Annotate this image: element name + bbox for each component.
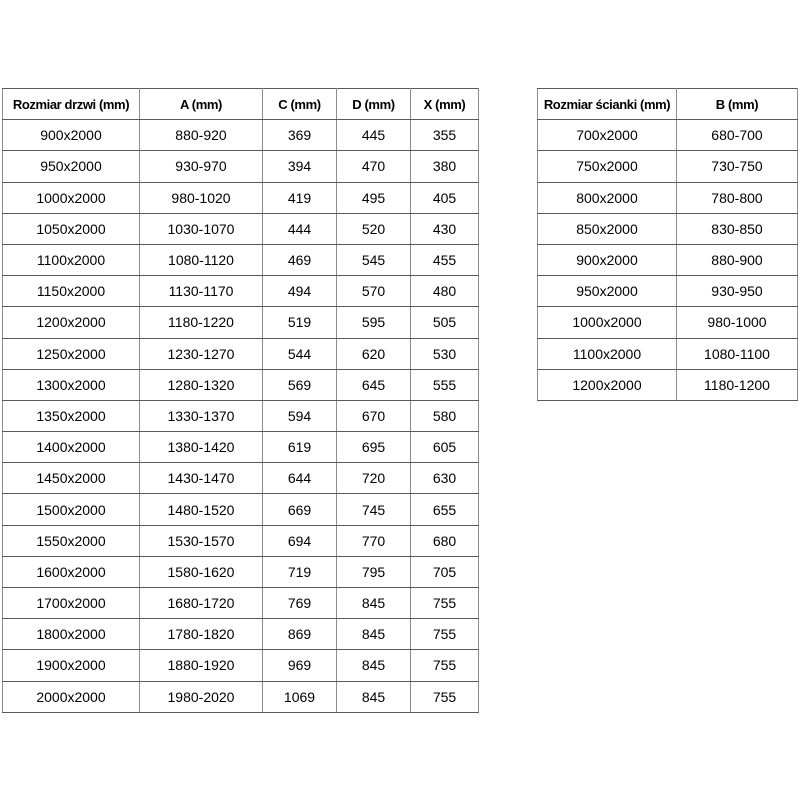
column-header: A (mm) — [140, 89, 263, 120]
table-cell: 750x2000 — [538, 151, 677, 182]
door-table-body — [3, 120, 479, 713]
table-cell: 369 — [263, 120, 337, 151]
table-cell: 950x2000 — [3, 151, 140, 182]
table-cell: 505 — [411, 307, 479, 338]
table-row — [3, 244, 479, 275]
table-cell: 1330-1370 — [140, 400, 263, 431]
table-cell: 544 — [263, 338, 337, 369]
table-row — [538, 307, 798, 338]
table-cell: 755 — [411, 650, 479, 681]
table-cell: 745 — [337, 494, 411, 525]
table-cell: 1069 — [263, 681, 337, 712]
table-cell: 670 — [337, 400, 411, 431]
table-cell: 680 — [411, 525, 479, 556]
table-cell: 1000x2000 — [3, 182, 140, 213]
table-cell: 719 — [263, 556, 337, 587]
table-cell: 355 — [411, 120, 479, 151]
table-row — [3, 276, 479, 307]
table-cell: 1200x2000 — [538, 369, 677, 400]
table-row — [538, 151, 798, 182]
table-cell: 580 — [411, 400, 479, 431]
table-cell: 880-900 — [677, 244, 798, 275]
table-cell: 880-920 — [140, 120, 263, 151]
table-cell: 545 — [337, 244, 411, 275]
table-cell: 445 — [337, 120, 411, 151]
table-row — [3, 494, 479, 525]
table-cell: 430 — [411, 213, 479, 244]
table-row — [3, 432, 479, 463]
table-row — [3, 120, 479, 151]
table-cell: 694 — [263, 525, 337, 556]
table-cell: 869 — [263, 619, 337, 650]
table-row — [3, 556, 479, 587]
table-cell: 1500x2000 — [3, 494, 140, 525]
table-cell: 1000x2000 — [538, 307, 677, 338]
table-cell: 1180-1200 — [677, 369, 798, 400]
table-row — [3, 650, 479, 681]
table-cell: 1300x2000 — [3, 369, 140, 400]
table-cell: 1600x2000 — [3, 556, 140, 587]
table-row — [3, 463, 479, 494]
table-row — [3, 338, 479, 369]
column-header: D (mm) — [337, 89, 411, 120]
table-cell: 900x2000 — [3, 120, 140, 151]
table-row — [538, 276, 798, 307]
table-cell: 1150x2000 — [3, 276, 140, 307]
table-row — [3, 213, 479, 244]
table-cell: 595 — [337, 307, 411, 338]
table-cell: 845 — [337, 619, 411, 650]
table-cell: 494 — [263, 276, 337, 307]
table-row — [3, 307, 479, 338]
table-row — [3, 151, 479, 182]
table-cell: 1450x2000 — [3, 463, 140, 494]
column-header: B (mm) — [677, 89, 798, 120]
table-cell: 470 — [337, 151, 411, 182]
table-cell: 630 — [411, 463, 479, 494]
table-cell: 1030-1070 — [140, 213, 263, 244]
table-cell: 1080-1120 — [140, 244, 263, 275]
table-cell: 1780-1820 — [140, 619, 263, 650]
table-cell: 1800x2000 — [3, 619, 140, 650]
table-cell: 950x2000 — [538, 276, 677, 307]
table-cell: 2000x2000 — [3, 681, 140, 712]
table-cell: 480 — [411, 276, 479, 307]
table-cell: 594 — [263, 400, 337, 431]
table-cell: 1880-1920 — [140, 650, 263, 681]
table-cell: 1530-1570 — [140, 525, 263, 556]
door-sizes-table — [2, 88, 479, 713]
table-cell: 1380-1420 — [140, 432, 263, 463]
table-row — [3, 619, 479, 650]
table-cell: 770 — [337, 525, 411, 556]
table-cell: 1400x2000 — [3, 432, 140, 463]
wall-table-header-row — [538, 89, 798, 120]
table-cell: 755 — [411, 588, 479, 619]
door-table-header-row — [3, 89, 479, 120]
table-cell: 830-850 — [677, 213, 798, 244]
table-row — [3, 681, 479, 712]
table-cell: 1900x2000 — [3, 650, 140, 681]
column-header: X (mm) — [411, 89, 479, 120]
table-cell: 730-750 — [677, 151, 798, 182]
table-cell: 394 — [263, 151, 337, 182]
wall-sizes-table — [537, 88, 798, 401]
wall-table-body — [538, 120, 798, 401]
table-row — [538, 369, 798, 400]
column-header: C (mm) — [263, 89, 337, 120]
table-cell: 705 — [411, 556, 479, 587]
table-cell: 555 — [411, 369, 479, 400]
table-cell: 1350x2000 — [3, 400, 140, 431]
table-cell: 1580-1620 — [140, 556, 263, 587]
table-cell: 969 — [263, 650, 337, 681]
table-row — [3, 369, 479, 400]
table-row — [3, 400, 479, 431]
table-cell: 845 — [337, 650, 411, 681]
table-row — [538, 120, 798, 151]
table-cell: 850x2000 — [538, 213, 677, 244]
table-cell: 980-1000 — [677, 307, 798, 338]
wall-sizes-table-container — [537, 88, 797, 401]
table-cell: 1100x2000 — [3, 244, 140, 275]
table-row — [538, 182, 798, 213]
table-cell: 755 — [411, 619, 479, 650]
table-cell: 680-700 — [677, 120, 798, 151]
table-cell: 700x2000 — [538, 120, 677, 151]
table-cell: 1250x2000 — [3, 338, 140, 369]
table-cell: 405 — [411, 182, 479, 213]
table-cell: 1230-1270 — [140, 338, 263, 369]
table-cell: 644 — [263, 463, 337, 494]
table-cell: 1200x2000 — [3, 307, 140, 338]
table-cell: 720 — [337, 463, 411, 494]
table-cell: 1480-1520 — [140, 494, 263, 525]
column-header: Rozmiar drzwi (mm) — [3, 89, 140, 120]
table-cell: 1280-1320 — [140, 369, 263, 400]
table-cell: 569 — [263, 369, 337, 400]
column-header: Rozmiar ścianki (mm) — [538, 89, 677, 120]
table-cell: 469 — [263, 244, 337, 275]
door-sizes-table-container — [2, 88, 478, 713]
table-cell: 619 — [263, 432, 337, 463]
table-cell: 755 — [411, 681, 479, 712]
table-cell: 795 — [337, 556, 411, 587]
table-cell: 1100x2000 — [538, 338, 677, 369]
table-cell: 1080-1100 — [677, 338, 798, 369]
table-cell: 1180-1220 — [140, 307, 263, 338]
table-cell: 655 — [411, 494, 479, 525]
table-cell: 570 — [337, 276, 411, 307]
table-cell: 900x2000 — [538, 244, 677, 275]
table-cell: 1700x2000 — [3, 588, 140, 619]
table-cell: 1980-2020 — [140, 681, 263, 712]
table-cell: 1430-1470 — [140, 463, 263, 494]
table-cell: 444 — [263, 213, 337, 244]
table-row — [538, 213, 798, 244]
table-cell: 455 — [411, 244, 479, 275]
table-cell: 695 — [337, 432, 411, 463]
table-cell: 930-970 — [140, 151, 263, 182]
table-cell: 780-800 — [677, 182, 798, 213]
table-cell: 1050x2000 — [3, 213, 140, 244]
table-cell: 845 — [337, 681, 411, 712]
table-cell: 1550x2000 — [3, 525, 140, 556]
table-cell: 520 — [337, 213, 411, 244]
table-cell: 645 — [337, 369, 411, 400]
table-cell: 620 — [337, 338, 411, 369]
table-cell: 419 — [263, 182, 337, 213]
table-cell: 1130-1170 — [140, 276, 263, 307]
table-row — [3, 182, 479, 213]
table-cell: 519 — [263, 307, 337, 338]
table-cell: 980-1020 — [140, 182, 263, 213]
table-row — [3, 525, 479, 556]
table-cell: 930-950 — [677, 276, 798, 307]
table-cell: 800x2000 — [538, 182, 677, 213]
table-row — [538, 338, 798, 369]
table-cell: 605 — [411, 432, 479, 463]
table-cell: 495 — [337, 182, 411, 213]
table-cell: 845 — [337, 588, 411, 619]
table-cell: 380 — [411, 151, 479, 182]
table-row — [3, 588, 479, 619]
table-cell: 1680-1720 — [140, 588, 263, 619]
table-row — [538, 244, 798, 275]
table-cell: 530 — [411, 338, 479, 369]
table-cell: 769 — [263, 588, 337, 619]
table-cell: 669 — [263, 494, 337, 525]
